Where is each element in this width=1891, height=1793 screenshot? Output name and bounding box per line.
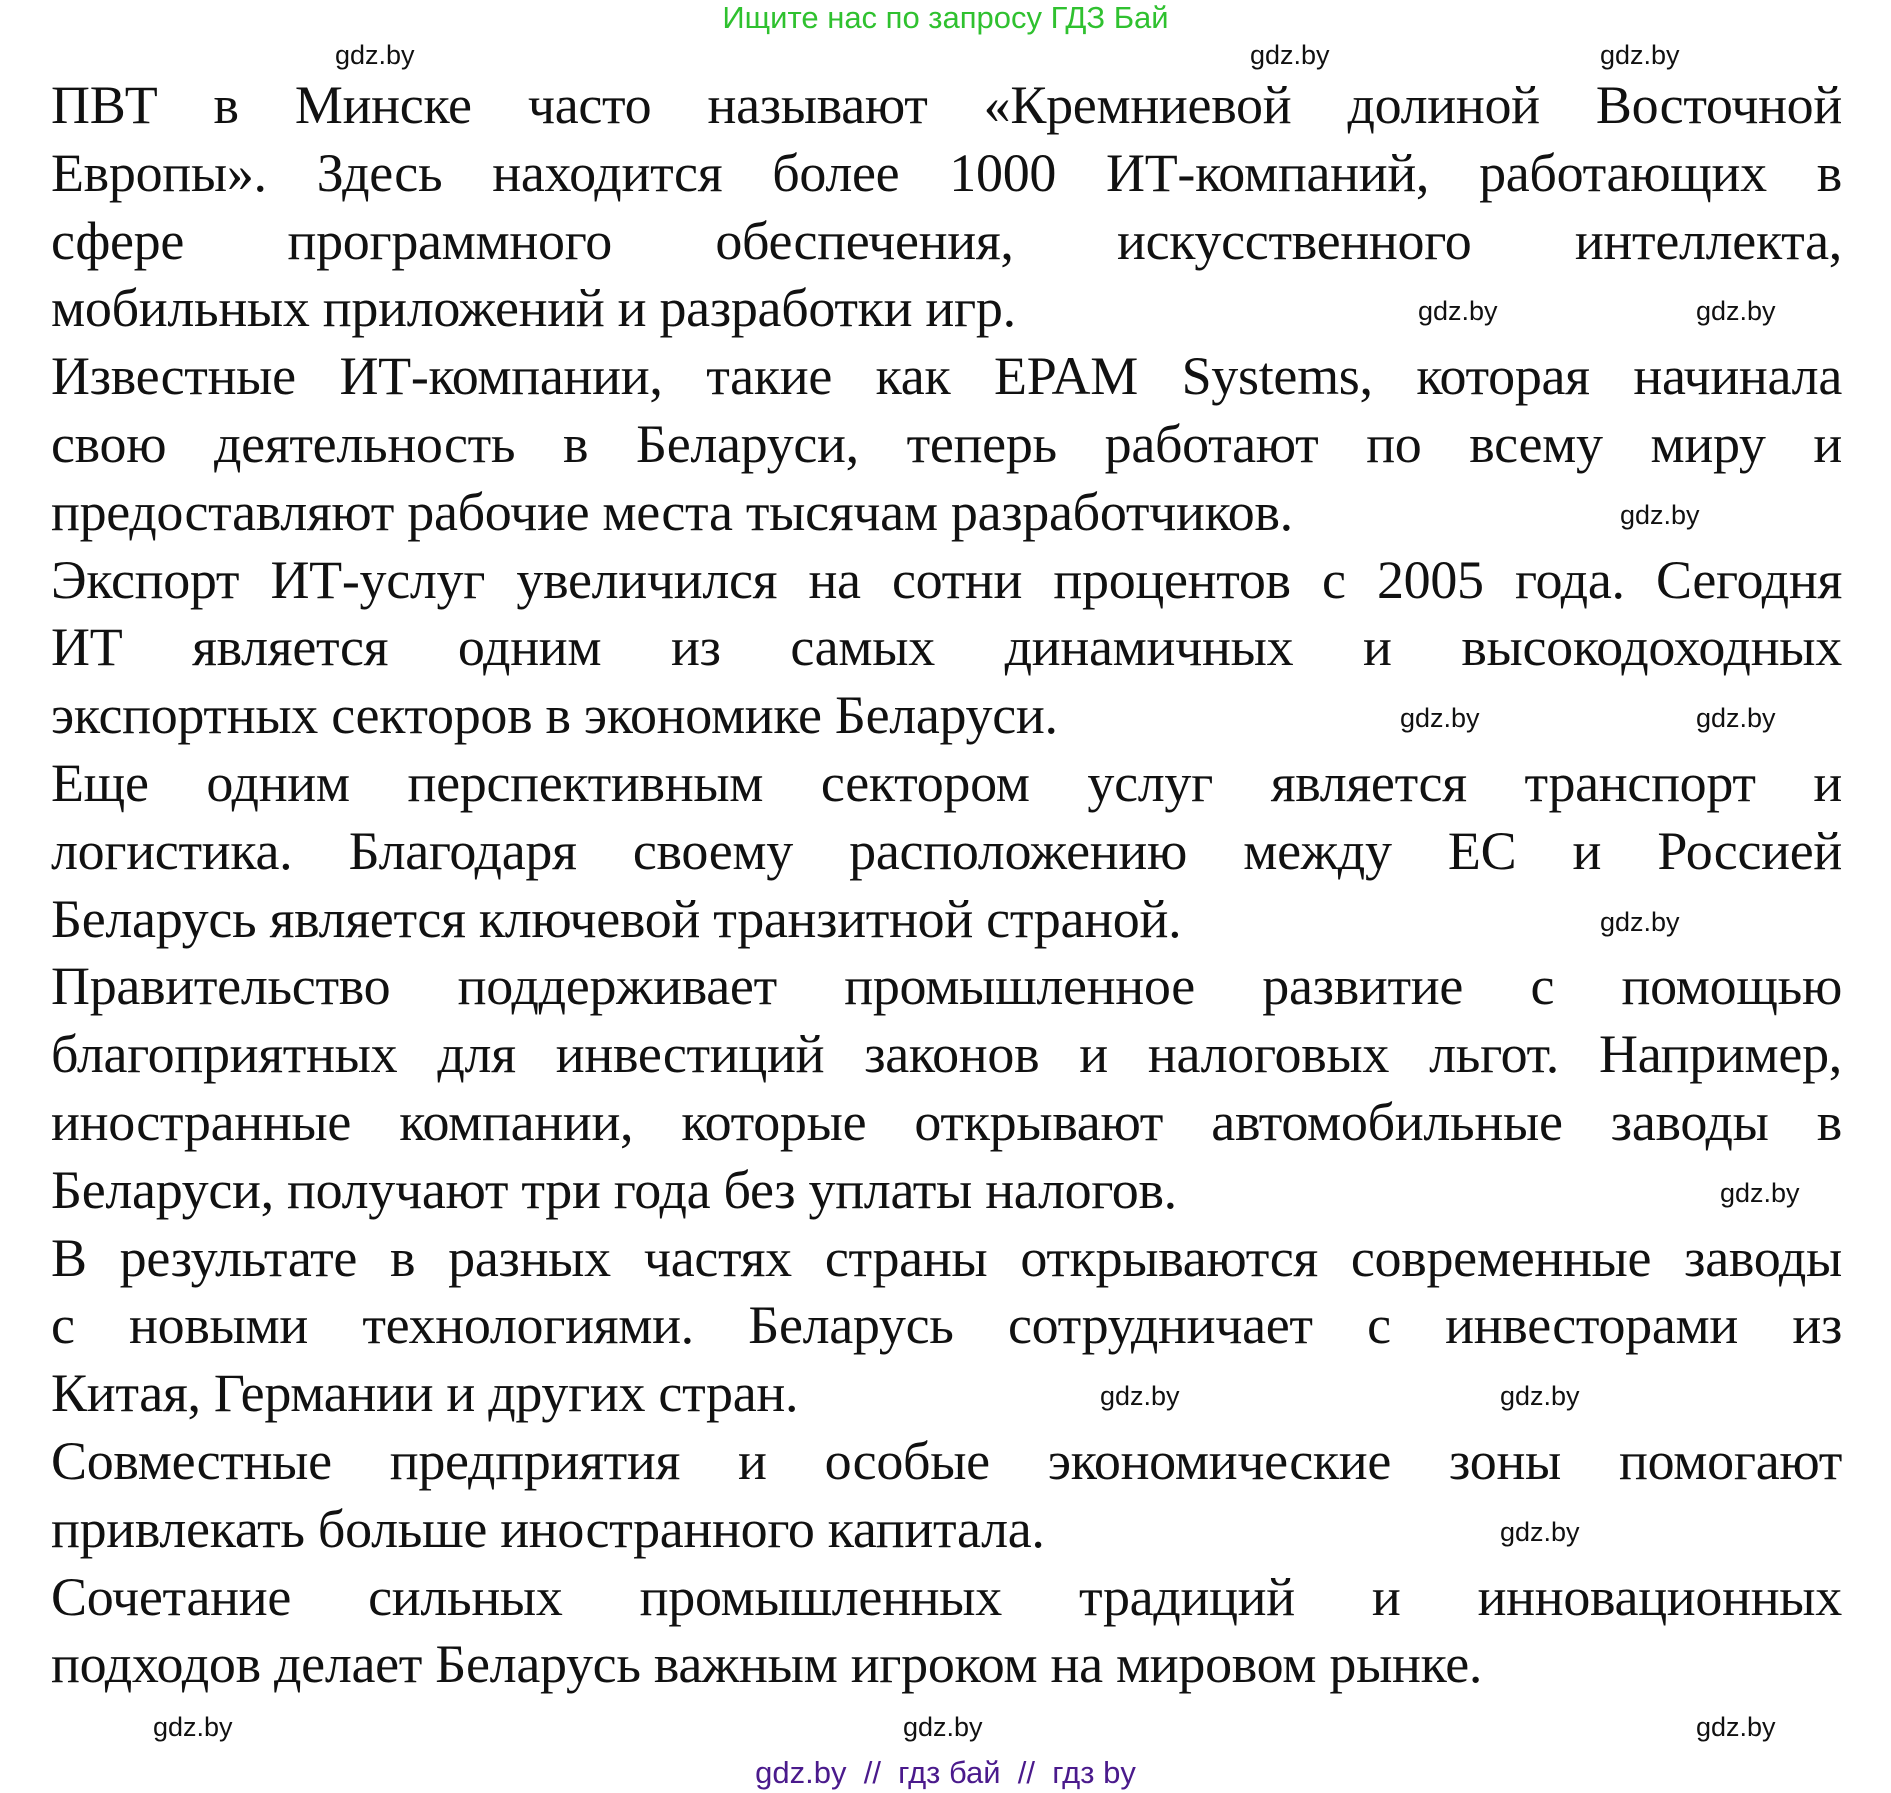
document-text — [51, 72, 1842, 1699]
text-line: благоприятных для инвестиций законов и налоговых льгот. Например, — [51, 1024, 1842, 1085]
text-line: логистика. Благодаря своему расположению между ЕС и Россией — [51, 820, 1842, 881]
search-hint-banner: Ищите нас по запросу ГДЗ Бай — [722, 0, 1169, 35]
text-line: ИТ является одним из самых динамичных и высокодоходных — [51, 617, 1842, 678]
text-line: мобильных приложений и разработки игр. — [51, 278, 1016, 339]
text-line: ПВТ в Минске часто называют «Кремниевой долиной Восточной — [51, 75, 1842, 135]
watermark: gdz.by — [1500, 1517, 1580, 1547]
paragraph — [51, 953, 1842, 1224]
watermark: gdz.by — [1600, 40, 1680, 70]
paragraph — [51, 750, 1842, 953]
watermark: gdz.by — [1696, 1712, 1776, 1742]
paragraph — [51, 72, 1842, 343]
watermark: gdz.by — [903, 1712, 983, 1742]
text-line: свою деятельность в Беларуси, теперь работают по всему миру и — [51, 413, 1842, 474]
text-line: Известные ИТ-компании, такие как EPAM Systems, которая начинала — [51, 346, 1842, 407]
text-line: Экспорт ИТ-услуг увеличился на сотни процентов с 2005 года. Сегодня — [51, 549, 1842, 610]
text-line: с новыми технологиями. Беларусь сотрудничает с инвесторами из — [51, 1295, 1842, 1356]
watermark: gdz.by — [153, 1712, 233, 1742]
text-line: Еще одним перспективным сектором услуг является транспорт и — [51, 752, 1842, 813]
text-line: Сочетание сильных промышленных традиций и инновационных — [51, 1566, 1842, 1627]
watermark: gdz.by — [1696, 296, 1776, 326]
text-line: Совместные предприятия и особые экономические зоны помогают — [51, 1430, 1842, 1491]
text-line: Китая, Германии и других стран. — [51, 1363, 799, 1424]
footer-links: gdz.by // гдз бай // гдз by — [755, 1755, 1136, 1790]
text-line: В результате в разных частях страны открываются современные заводы — [51, 1227, 1842, 1288]
text-line: Правительство поддерживает промышленное развитие с помощью — [51, 956, 1842, 1017]
watermark: gdz.by — [1696, 703, 1776, 733]
text-line: Беларусь является ключевой транзитной страной. — [51, 888, 1182, 949]
watermark: gdz.by — [1720, 1178, 1800, 1208]
watermark: gdz.by — [1418, 296, 1498, 326]
watermark: gdz.by — [1400, 703, 1480, 733]
text-line: сфере программного обеспечения, искусственного интеллекта, — [51, 210, 1842, 271]
watermark: gdz.by — [1100, 1381, 1180, 1411]
watermark: gdz.by — [1500, 1381, 1580, 1411]
watermark: gdz.by — [335, 40, 415, 70]
text-line: экспортных секторов в экономике Беларуси. — [51, 685, 1058, 746]
watermark: gdz.by — [1620, 500, 1700, 530]
text-line: предоставляют рабочие места тысячам разработчиков. — [51, 481, 1293, 542]
text-line: иностранные компании, которые открывают автомобильные заводы в — [51, 1091, 1842, 1152]
paragraph — [51, 1564, 1842, 1700]
paragraph — [51, 343, 1842, 546]
watermark: gdz.by — [1600, 907, 1680, 937]
paragraph — [51, 547, 1842, 750]
watermark: gdz.by — [1250, 40, 1330, 70]
text-line: привлекать больше иностранного капитала. — [51, 1498, 1045, 1559]
text-line: Беларуси, получают три года без уплаты налогов. — [51, 1159, 1177, 1220]
text-line: подходов делает Беларусь важным игроком на мировом рынке. — [51, 1634, 1483, 1695]
text-line: Европы». Здесь находится более 1000 ИТ-компаний, работающих в — [51, 142, 1842, 203]
